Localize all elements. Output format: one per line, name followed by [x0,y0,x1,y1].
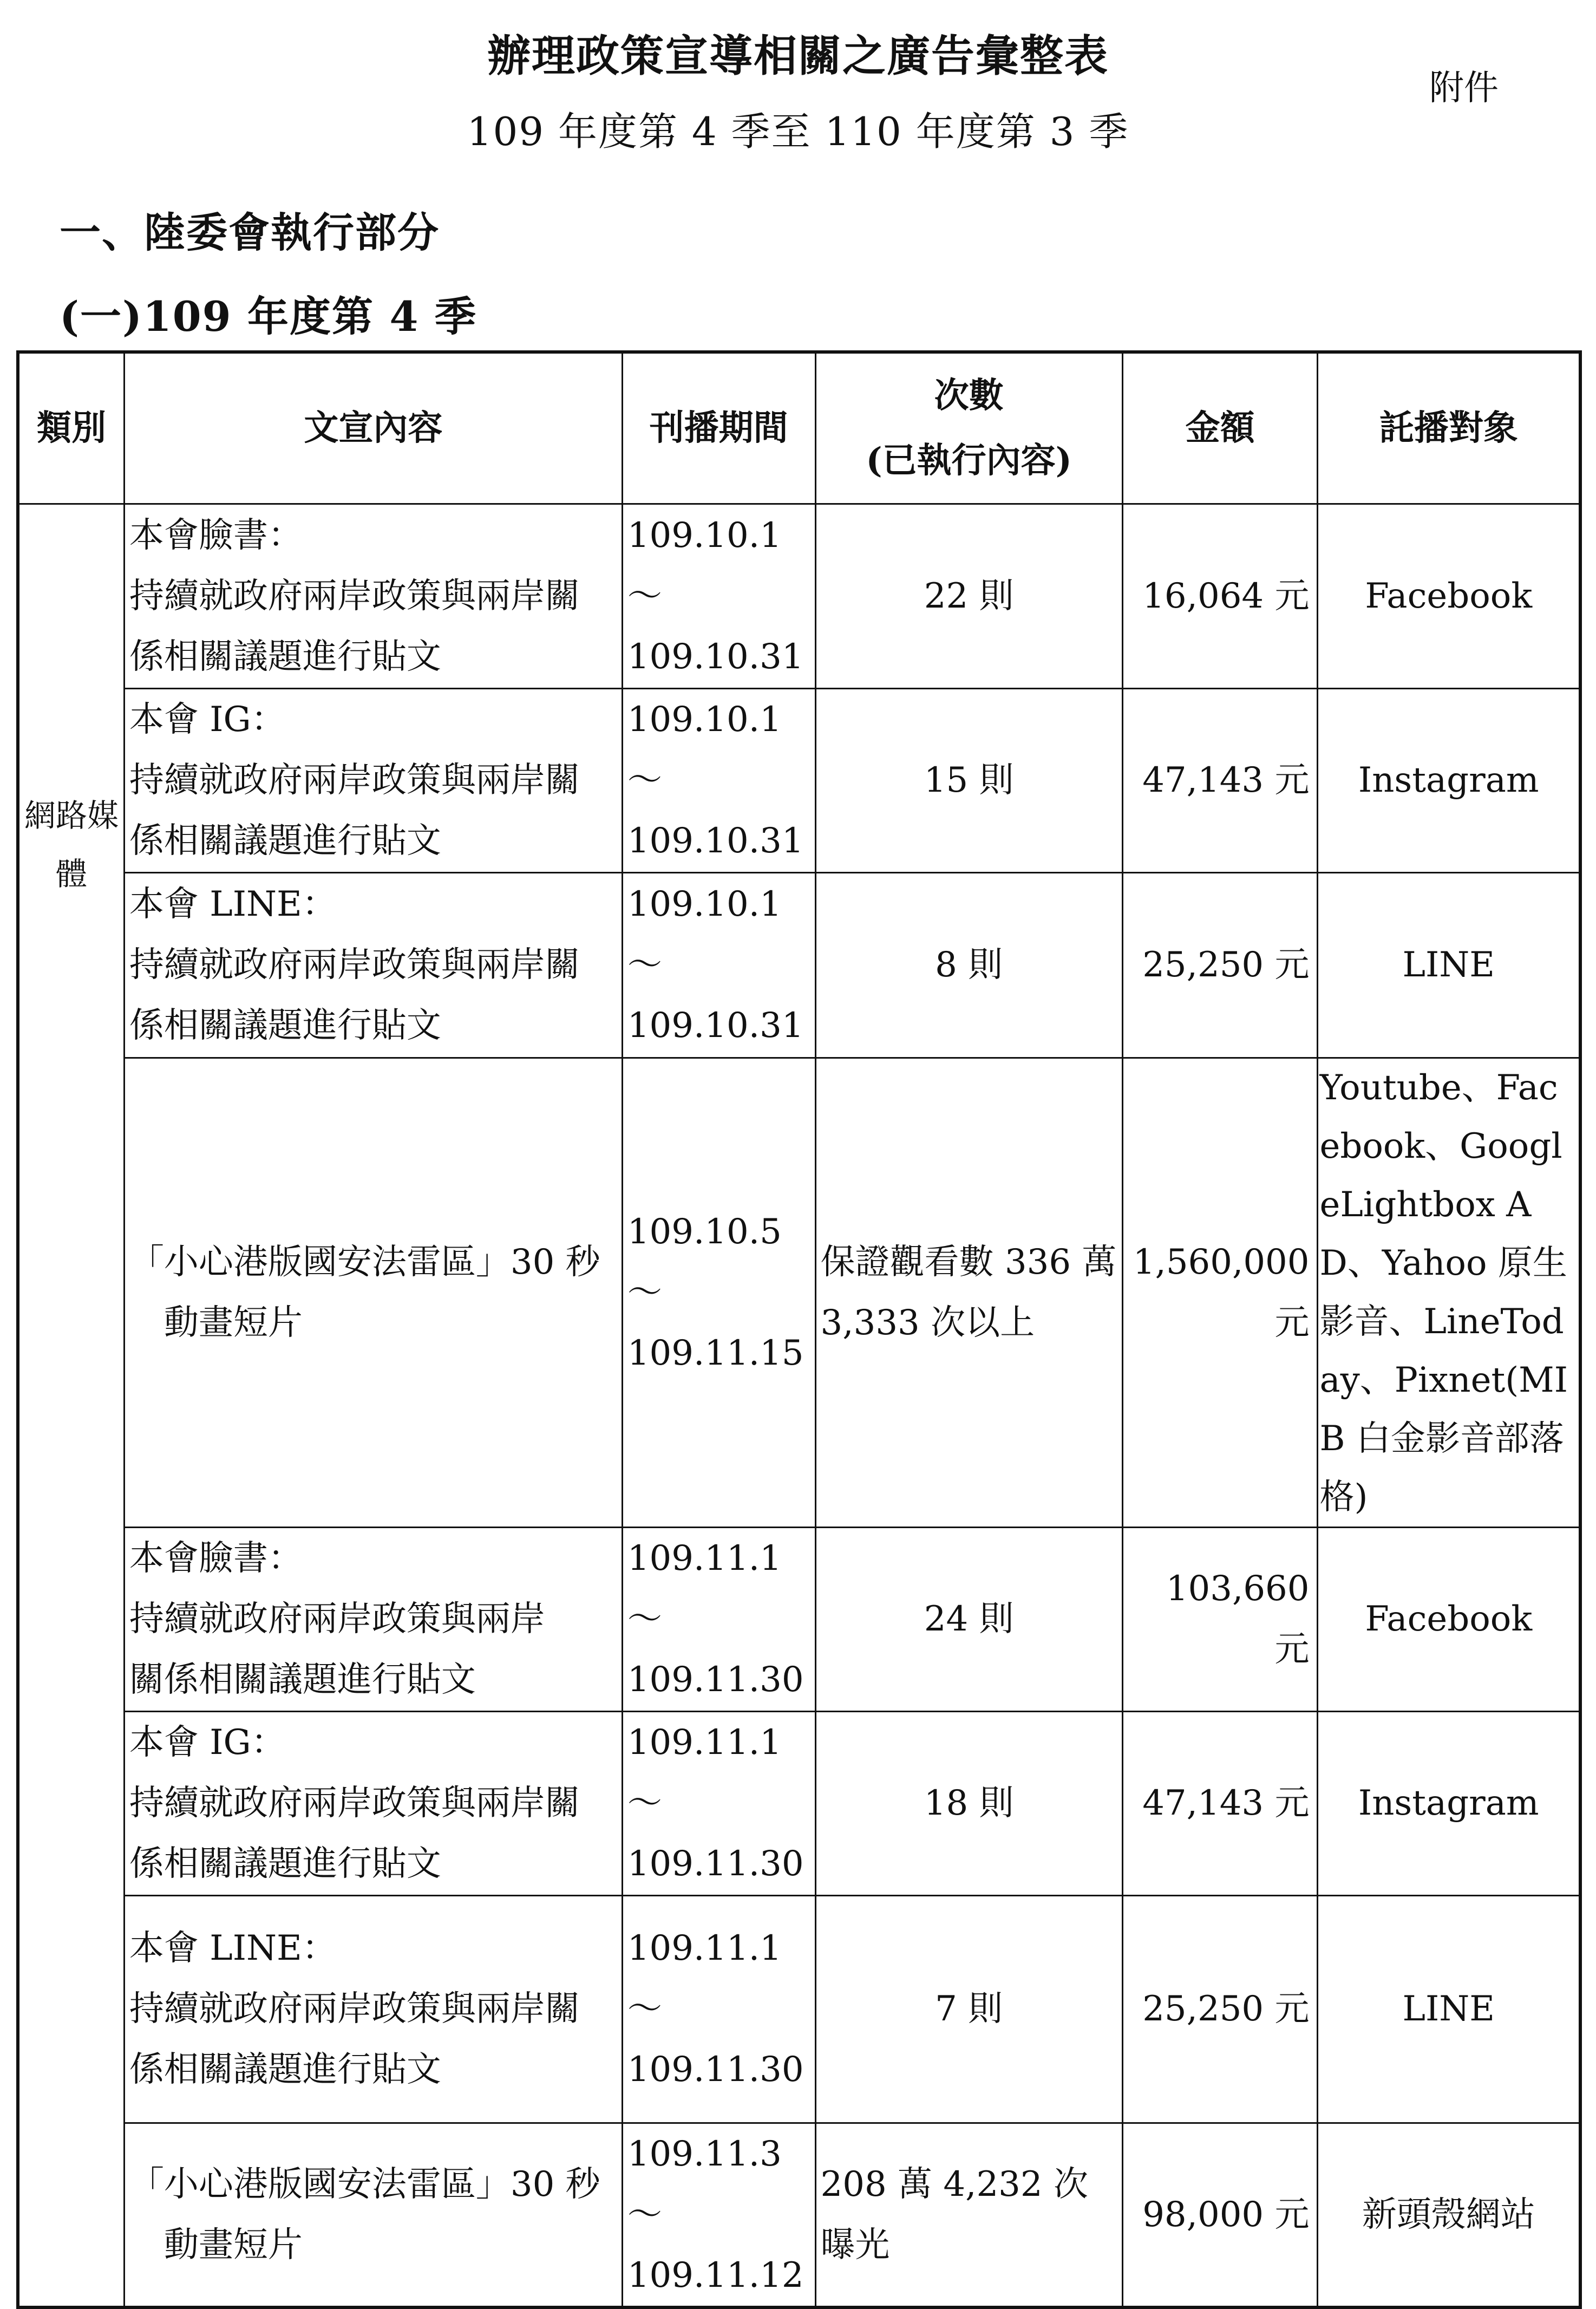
period-start: 109.10.1～ [627,700,782,800]
content-cell [124,872,622,1058]
table-row [18,1527,1580,1711]
content-cell [124,504,622,688]
period-end: 109.11.30 [627,2050,804,2090]
count-cell: 保證觀看數 336 萬 3,333 次以上 [815,1058,1122,1527]
period-end: 109.11.30 [627,1660,804,1700]
table-row [18,504,1580,688]
content-line: 係相關議題進行貼文 [129,2050,441,2090]
content-title: 「小心港版國安法雷區」30 秒 [129,1242,600,1282]
content-title: 本會 LINE： [129,884,337,924]
content-title: 「小心港版國安法雷區」30 秒 [129,2164,600,2204]
content-title: 本會 IG： [129,1723,286,1763]
amount-cell: 98,000 元 [1122,2123,1318,2307]
content-line: 係相關議題進行貼文 [129,821,441,861]
header-content: 文宣內容 [124,352,622,504]
content-line: 持續就政府兩岸政策與兩岸關 [129,576,580,616]
header-count-line2: (已執行內容) [866,440,1072,481]
period-start: 109.11.1～ [627,1538,782,1639]
document-title: 辦理政策宣導相關之廣告彙整表 [487,30,1109,81]
table-row [18,1058,1580,1527]
amount-cell: 103,660 元 [1122,1527,1318,1711]
table-row [18,1711,1580,1895]
period-end: 109.11.15 [627,1333,804,1373]
header-count-line1: 次數 [934,375,1004,416]
content-line: 係相關議題進行貼文 [129,636,441,677]
ad-summary-table [16,350,1582,2309]
content-title: 本會 IG： [129,700,286,740]
header-category: 類別 [18,352,124,504]
target-cell: Facebook [1318,504,1580,688]
count-cell: 24 則 [815,1527,1122,1711]
period-end: 109.10.31 [627,636,804,677]
period-cell [622,1527,815,1711]
content-line: 關係相關議題進行貼文 [129,1660,476,1700]
content-line: 動畫短片 [163,2225,303,2265]
amount-cell: 47,143 元 [1122,688,1318,872]
content-cell [124,1711,622,1895]
attachment-label: 附件 [1429,68,1499,108]
count-cell: 208 萬 4,232 次曝光 [815,2123,1122,2307]
content-title: 本會臉書： [129,1538,303,1579]
count-cell: 18 則 [815,1711,1122,1895]
header-count [815,352,1122,504]
content-cell [124,1527,622,1711]
count-cell: 8 則 [815,872,1122,1058]
period-end: 109.10.31 [627,821,804,861]
target-cell: 新頭殼網站 [1318,2123,1580,2307]
period-start: 109.11.1～ [627,1928,782,2029]
table-row [18,1895,1580,2123]
content-line: 動畫短片 [163,1302,303,1343]
count-cell: 15 則 [815,688,1122,872]
content-line: 持續就政府兩岸政策與兩岸關 [129,1989,580,2029]
table-row [18,688,1580,872]
period-cell [622,1711,815,1895]
subsection-heading: (一)109 年度第 4 季 [60,292,477,341]
period-end: 109.10.31 [627,1006,804,1046]
header-amount: 金額 [1122,352,1318,504]
table-header-row [18,352,1580,504]
content-cell [124,2123,622,2307]
content-line: 係相關議題進行貼文 [129,1844,441,1884]
period-cell [622,1058,815,1527]
period-start: 109.10.1～ [627,515,782,616]
period-cell [622,504,815,688]
amount-cell: 47,143 元 [1122,1711,1318,1895]
period-cell [622,1895,815,2123]
period-start: 109.11.1～ [627,1723,782,1823]
content-line: 係相關議題進行貼文 [129,1006,441,1046]
period-cell [622,688,815,872]
table-row [18,2123,1580,2307]
content-title: 本會臉書： [129,515,303,556]
content-cell [124,688,622,872]
period-start: 109.10.5～ [627,1211,782,1313]
amount-cell: 25,250 元 [1122,1895,1318,2123]
content-line: 持續就政府兩岸政策與兩岸關 [129,1783,580,1823]
amount-cell: 1,560,000 元 [1122,1058,1318,1527]
target-cell: Youtube、Facebook、GoogleLightbox AD、Yahoo 原生影音、LineToday、Pixnet(MIB 白金影音部落格) [1318,1058,1580,1527]
content-line: 持續就政府兩岸政策與兩岸關 [129,760,580,800]
period-start: 109.10.1～ [627,884,782,985]
count-cell: 7 則 [815,1895,1122,2123]
period-end: 109.11.30 [627,1844,804,1884]
content-line: 持續就政府兩岸政策與兩岸關 [129,945,580,985]
period-end: 109.11.12 [627,2255,804,2295]
amount-cell: 25,250 元 [1122,872,1318,1058]
amount-cell: 16,064 元 [1122,504,1318,688]
target-cell: LINE [1318,872,1580,1058]
header-target: 託播對象 [1318,352,1580,504]
count-cell: 22 則 [815,504,1122,688]
target-cell: Facebook [1318,1527,1580,1711]
header-period: 刊播期間 [622,352,815,504]
document-subtitle: 109 年度第 4 季至 110 年度第 3 季 [467,109,1129,154]
section-heading: 一、陸委會執行部分 [60,208,440,257]
table-row [18,872,1580,1058]
period-cell [622,872,815,1058]
target-cell: Instagram [1318,688,1580,872]
target-cell: LINE [1318,1895,1580,2123]
category-cell: 網路媒體 [18,504,124,2307]
period-cell [622,2123,815,2307]
content-cell [124,1058,622,1527]
content-cell [124,1895,622,2123]
period-start: 109.11.3～ [627,2134,782,2235]
content-line: 持續就政府兩岸政策與兩岸 [129,1599,545,1639]
content-title: 本會 LINE： [129,1928,337,1968]
target-cell: Instagram [1318,1711,1580,1895]
